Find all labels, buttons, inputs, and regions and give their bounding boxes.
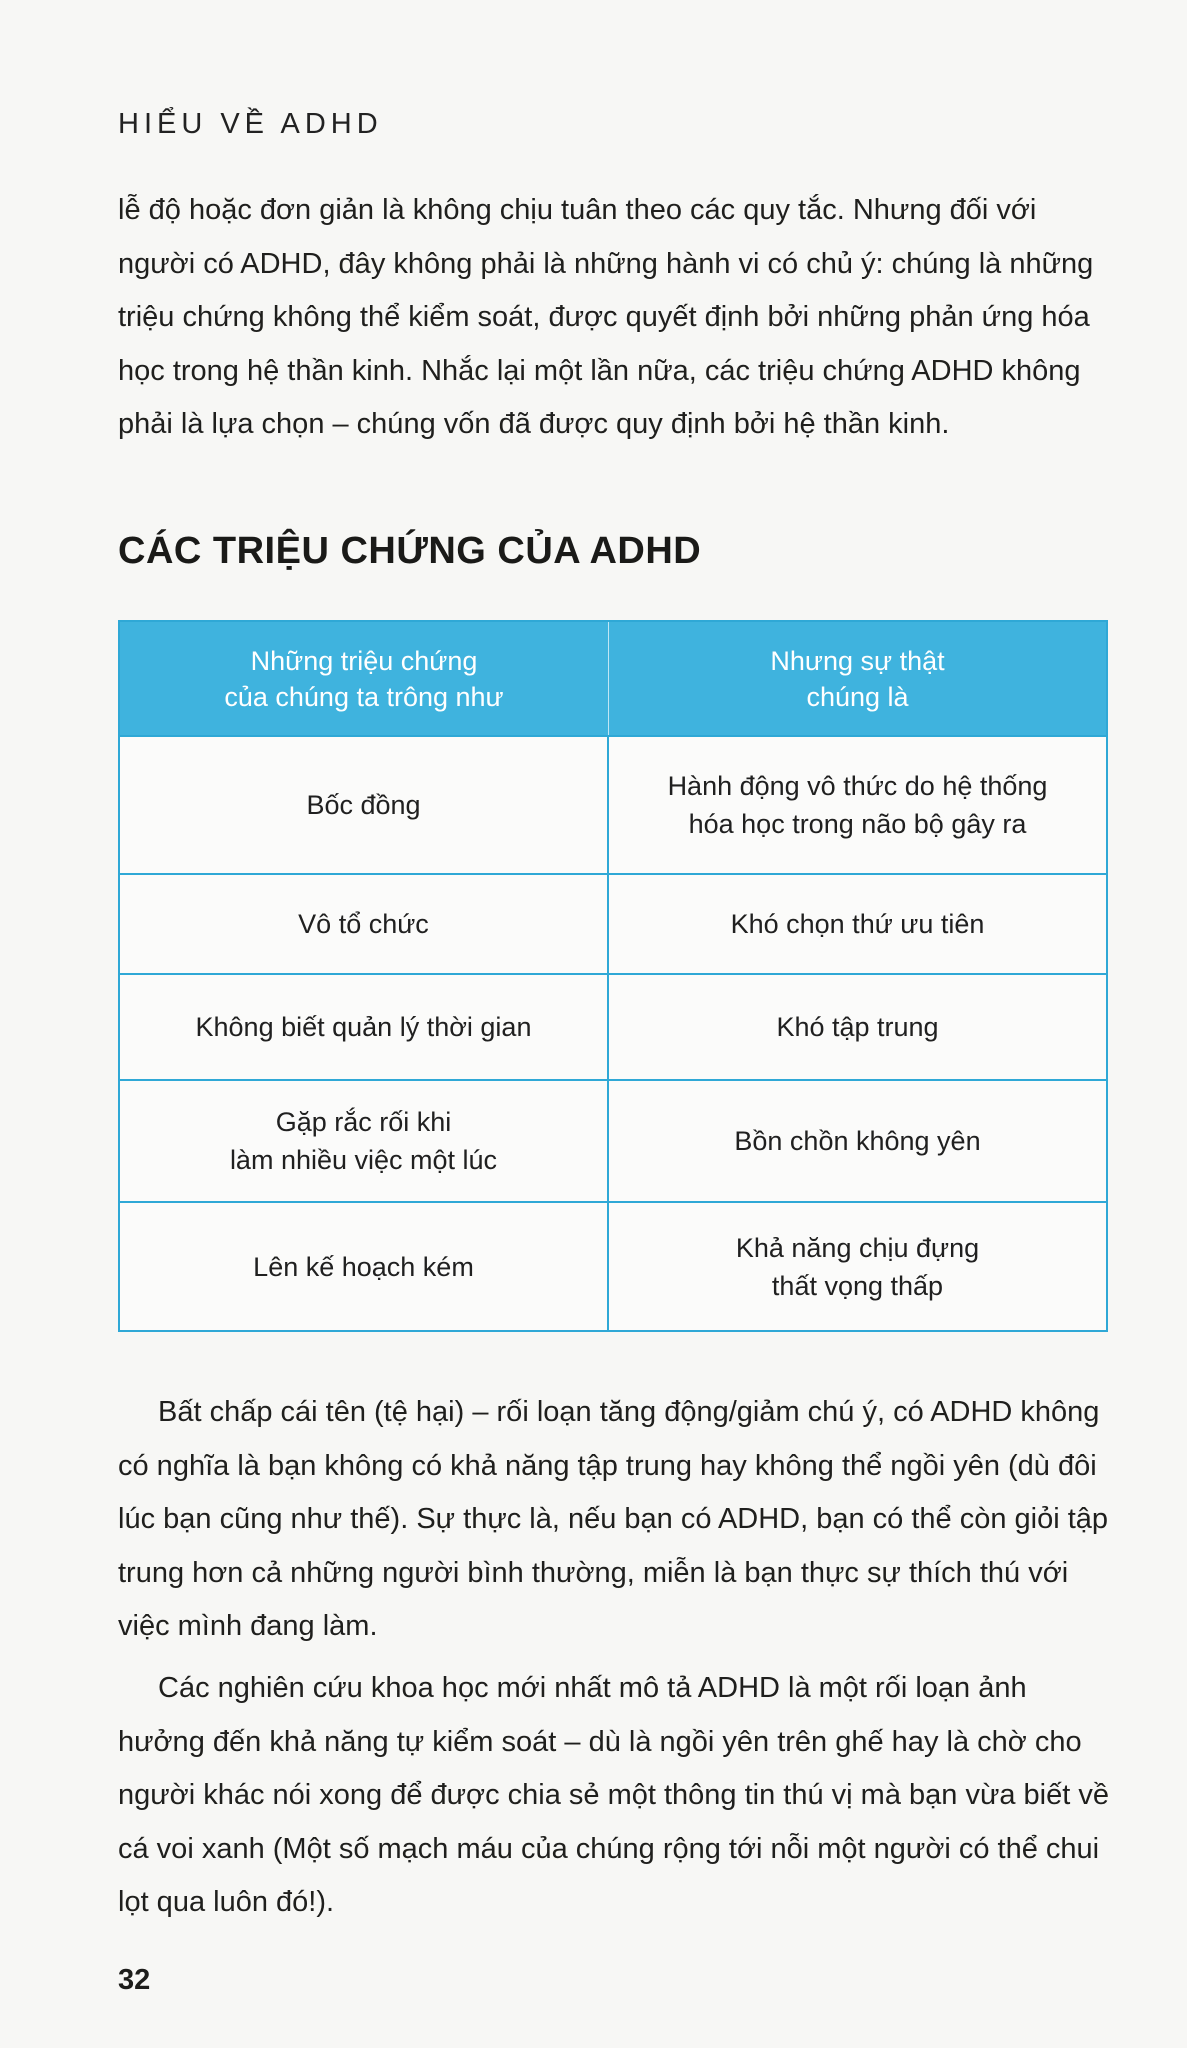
table-cell-appearance: Không biết quản lý thời gian <box>120 973 609 1079</box>
paragraph-research: Các nghiên cứu khoa học mới nhất mô tả ADHD là một rối loạn ảnh hưởng đến khả năng tự kiểm soát – dù là ngồi yên trên ghế hay là chờ cho người khác nói xong để được chia sẻ một thông tin thú vị mà bạn vừa biết về cá voi xanh (Một số mạch máu của chúng rộng tới nỗi một người có thể chui lọt qua luôn đó!). <box>118 1672 1109 1918</box>
table-cell-appearance: Bốc đồng <box>120 735 609 873</box>
table-cell-reality: Bồn chồn không yên <box>609 1079 1106 1201</box>
running-header: HIỂU VỀ ADHD <box>118 108 383 140</box>
paragraph-focus: Bất chấp cái tên (tệ hại) – rối loạn tăng động/giảm chú ý, có ADHD không có nghĩa là bạn không có khả năng tập trung hay không thể ngồi yên (dù đôi lúc bạn cũng như thế). Sự thực là, nếu bạn có ADHD, bạn có thể còn giỏi tập trung hơn cả những người bình thường, miễn là bạn thực sự thích thú với việc mình đang làm. <box>118 1396 1109 1642</box>
table-cell-appearance: Lên kế hoạch kém <box>120 1201 609 1330</box>
table-header-reality: Nhưng sự thật chúng là <box>609 622 1106 735</box>
table-cell-reality: Khó tập trung <box>609 973 1106 1079</box>
table-cell-appearance: Vô tổ chức <box>120 873 609 973</box>
table-cell-reality: Khả năng chịu đựng thất vọng thấp <box>609 1201 1106 1330</box>
table-cell-reality: Hành động vô thức do hệ thống hóa học trong não bộ gây ra <box>609 735 1106 873</box>
symptoms-table <box>118 620 1108 1332</box>
page-number: 32 <box>118 1964 151 1996</box>
section-title: CÁC TRIỆU CHỨNG CỦA ADHD <box>118 530 702 572</box>
table-cell-reality: Khó chọn thứ ưu tiên <box>609 873 1106 973</box>
table-cell-appearance: Gặp rắc rối khi làm nhiều việc một lúc <box>120 1079 609 1201</box>
table-header-appearance: Những triệu chứng của chúng ta trông như <box>120 622 609 735</box>
paragraph-intro: lễ độ hoặc đơn giản là không chịu tuân theo các quy tắc. Nhưng đối với người có ADHD, đây không phải là những hành vi có chủ ý: chúng là những triệu chứng không thể kiểm soát, được quyết định bởi những phản ứng hóa học trong hệ thần kinh. Nhắc lại một lần nữa, các triệu chứng ADHD không phải là lựa chọn – chúng vốn đã được quy định bởi hệ thần kinh. <box>118 194 1094 440</box>
